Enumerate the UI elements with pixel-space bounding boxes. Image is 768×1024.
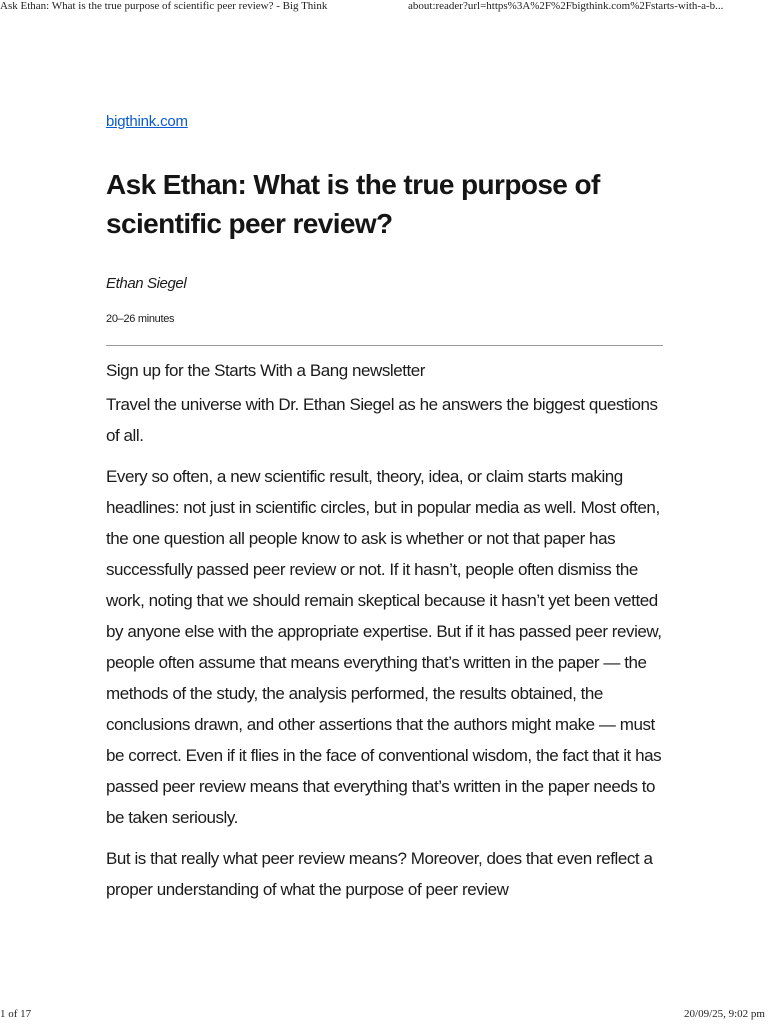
print-header-url: about:reader?url=https%3A%2F%2Fbigthink.com%2Fstarts-with-a-b... bbox=[408, 0, 724, 12]
page-indicator: 1 of 17 bbox=[0, 1008, 32, 1020]
article-body bbox=[106, 355, 663, 905]
article-paragraph: But is that really what peer review means? Moreover, does that even reflect a proper understanding of what the purpose of peer review bbox=[106, 849, 653, 899]
header-divider bbox=[106, 345, 663, 346]
print-footer bbox=[0, 1008, 768, 1024]
print-header bbox=[0, 0, 768, 14]
reading-time: 20–26 minutes bbox=[106, 313, 175, 325]
source-domain-link[interactable]: bigthink.com bbox=[106, 113, 188, 130]
reader-view-article bbox=[106, 113, 663, 905]
newsletter-signup-text: Sign up for the Starts With a Bang newsletter bbox=[106, 361, 425, 380]
article-title: Ask Ethan: What is the true purpose of scientific peer review? bbox=[106, 169, 600, 239]
print-timestamp: 20/09/25, 9:02 pm bbox=[684, 1008, 765, 1020]
article-paragraph: Every so often, a new scientific result, theory, idea, or claim starts making headlines: not just in scientific circles, but in popular media as well. Most often, the one question all people know to ask is whether or not that paper has successfully passed peer review or not. If it hasn’t, people often dismiss the work, noting that we should remain skeptical because it hasn’t yet been vetted by anyone else with the appropriate expertise. But if it has passed peer review, people often assume that means everything that’s written in the paper — the methods of the study, the analysis performed, the results obtained, the conclusions drawn, and other assertions that the authors might make — must be correct. Even if it flies in the face of conventional wisdom, the fact that it has passed peer review means that everything that’s written in the paper needs to be taken seriously. bbox=[106, 467, 662, 827]
article-author: Ethan Siegel bbox=[106, 275, 187, 292]
article-intro: Travel the universe with Dr. Ethan Siegel as he answers the biggest questions of all. bbox=[106, 395, 658, 445]
print-header-title: Ask Ethan: What is the true purpose of scientific peer review? - Big Think bbox=[0, 0, 328, 12]
